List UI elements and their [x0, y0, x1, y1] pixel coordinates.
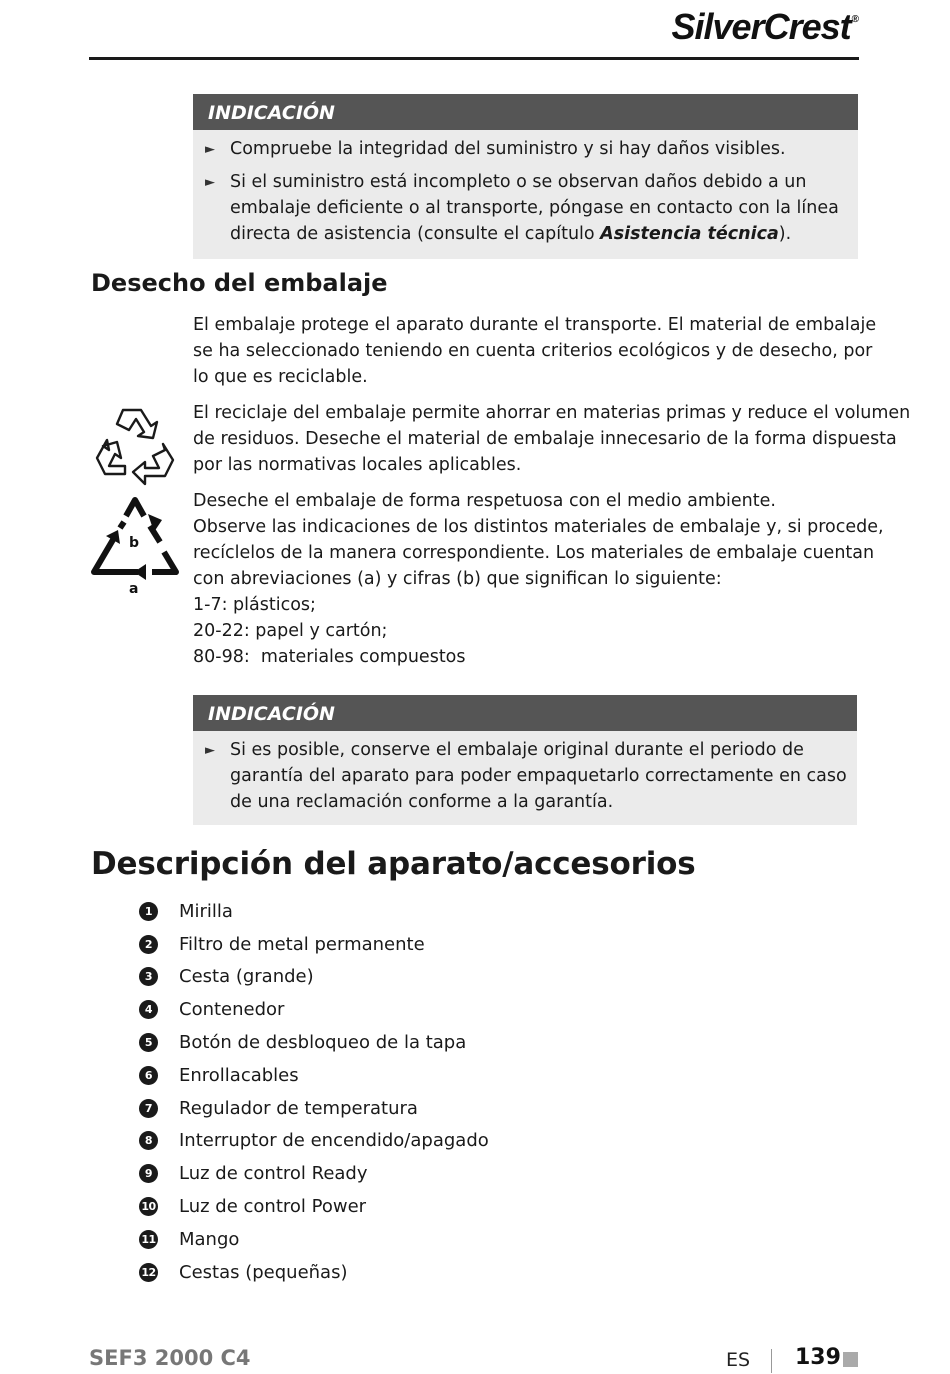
paragraph-recycling: El reciclaje del embalaje permite ahorrar en materias primas y reduce el volumen de residuos. Deseche el material de embalaje innecesario de la forma dispuesta por las normativas locales aplicables. — [193, 403, 911, 475]
code-paper: 20-22: papel y cartón; — [193, 621, 388, 641]
part-item — [139, 1026, 489, 1059]
paragraph-dispose-environment: Deseche el embalaje de forma respetuosa con el medio ambiente. Observe las indicaciones de los distintos materiales de embalaje y, si procede, recíclelos de la manera correspondiente. Los materiales de embalaje cuentan con abreviaciones (a) y cifras (b) que significan lo siguiente: 1-7: plásticos; 20-22: papel y cartón; 80-98: materiales compuestos — [193, 488, 858, 670]
section-heading-description: Descripción del aparato/accesorios — [91, 846, 696, 882]
note-title: INDICACIÓN — [193, 94, 858, 130]
part-item — [139, 1157, 489, 1190]
part-number-badge: 8 — [139, 1131, 158, 1150]
recycle-icon — [93, 404, 179, 486]
header-rule — [89, 57, 859, 60]
arrow-icon: ► — [205, 175, 215, 190]
parts-list — [139, 895, 489, 1289]
part-item — [139, 1125, 489, 1158]
part-number-badge: 5 — [139, 1033, 158, 1052]
arrow-icon: ► — [205, 743, 215, 758]
part-item — [139, 928, 489, 961]
part-label: Luz de control Ready — [179, 1163, 368, 1185]
footer-divider — [771, 1349, 772, 1373]
arrow-icon: ► — [205, 142, 215, 157]
note-bullet-text: Si el suministro está incompleto o se observan daños debido a un embalaje deficiente o al transporte, póngase en contacto con la línea directa de asistencia (consulte el capítulo Asistencia técnica). — [230, 172, 839, 244]
note-bullet — [205, 136, 848, 163]
part-number-badge: 4 — [139, 1000, 158, 1019]
part-item — [139, 993, 489, 1026]
code-plastics: 1-7: plásticos; — [193, 595, 316, 615]
part-item — [139, 1059, 489, 1092]
recycling-code-triangle-icon — [88, 492, 182, 598]
part-number-badge: 7 — [139, 1099, 158, 1118]
part-label: Botón de desbloqueo de la tapa — [179, 1032, 467, 1054]
note-body — [193, 731, 857, 825]
paragraph-packaging-protects: El embalaje protege el aparato durante el transporte. El material de embalaje se ha seleccionado teniendo en cuenta criterios ecológicos y de desecho, por lo que es reciclable. — [193, 315, 877, 387]
part-label: Regulador de temperatura — [179, 1097, 418, 1119]
part-item — [139, 1256, 489, 1289]
part-label: Cesta (grande) — [179, 966, 314, 988]
footer-page-number: 139 — [795, 1345, 841, 1370]
part-number-badge: 6 — [139, 1066, 158, 1085]
note-body — [193, 130, 858, 259]
part-label: Enrollacables — [179, 1064, 299, 1086]
note-bullet-text: Si es posible, conserve el embalaje original durante el periodo de garantía del aparato para poder empaquetarlo correctamente en caso de una reclamación conforme a la garantía. — [230, 740, 847, 812]
part-number-badge: 11 — [139, 1230, 158, 1249]
part-item — [139, 1190, 489, 1223]
part-number-badge: 2 — [139, 935, 158, 954]
part-label: Luz de control Power — [179, 1196, 367, 1218]
recycling-code-a-label: a — [129, 581, 139, 597]
part-item — [139, 1092, 489, 1125]
registered-mark: ® — [851, 14, 858, 25]
part-item — [139, 895, 489, 928]
part-item — [139, 961, 489, 994]
part-label: Interruptor de encendido/apagado — [179, 1130, 489, 1152]
note-box-delivery-check — [193, 94, 858, 259]
part-label: Cestas (pequeñas) — [179, 1261, 348, 1283]
brand-logo — [672, 6, 858, 48]
brand-name: SilverCrest — [671, 6, 851, 47]
part-number-badge: 1 — [139, 902, 158, 921]
note-title: INDICACIÓN — [193, 695, 857, 731]
part-number-badge: 10 — [139, 1197, 158, 1216]
part-label: Mango — [179, 1228, 240, 1250]
chapter-reference: Asistencia técnica — [600, 224, 779, 244]
footer-model-number: SEF3 2000 C4 — [89, 1346, 251, 1370]
part-label: Mirilla — [179, 900, 233, 922]
part-number-badge: 12 — [139, 1263, 158, 1282]
part-label: Contenedor — [179, 999, 285, 1021]
note-box-keep-packaging — [193, 695, 857, 825]
footer-square-marker — [843, 1352, 858, 1367]
code-composites: 80-98: materiales compuestos — [193, 647, 466, 667]
note-bullet-text: Compruebe la integridad del suministro y si hay daños visibles. — [230, 139, 786, 159]
part-number-badge: 3 — [139, 967, 158, 986]
part-number-badge: 9 — [139, 1164, 158, 1183]
part-item — [139, 1223, 489, 1256]
recycling-code-b-label: b — [129, 535, 140, 551]
note-bullet — [205, 169, 848, 247]
note-bullet — [205, 737, 847, 815]
section-heading-disposal: Desecho del embalaje — [91, 269, 388, 297]
part-label: Filtro de metal permanente — [179, 933, 425, 955]
footer-language-code: ES — [726, 1349, 751, 1371]
